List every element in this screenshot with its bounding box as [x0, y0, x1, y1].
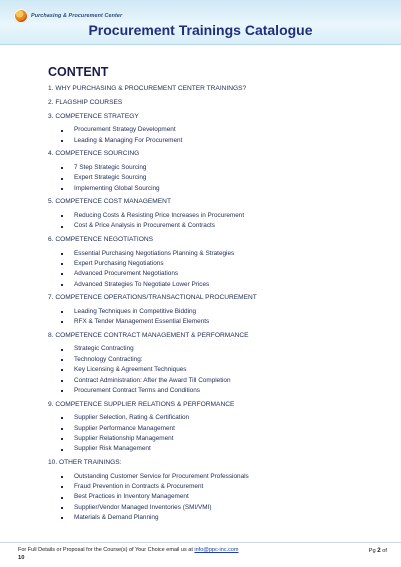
toc-subitem-list — [48, 344, 378, 396]
toc-subitem-label: Leading & Managing For Procurement — [74, 136, 183, 144]
toc-subitem — [48, 472, 378, 482]
bullet-icon — [61, 438, 63, 440]
page-header — [0, 0, 401, 45]
toc-section-title: 2. FLAGSHIP COURSES — [48, 99, 123, 107]
toc-subitem-label: Key Licensing & Agreement Techniques — [74, 366, 187, 374]
toc-subitem — [48, 184, 378, 194]
toc-subitem-label: Technology Contracting: — [74, 355, 143, 363]
toc-section — [48, 293, 378, 327]
toc-section — [48, 149, 378, 194]
toc-subitem — [48, 173, 378, 183]
page-total: 10 — [18, 555, 25, 561]
bullet-icon — [61, 140, 63, 142]
toc-subitem-label: Essential Purchasing Negotiations Planning & Strategies — [74, 249, 235, 257]
bullet-icon — [61, 253, 63, 255]
footer-text: For Full Details or Proposal for the Course(s) of Your Choice email us at — [18, 547, 195, 553]
content-heading: CONTENT — [48, 65, 109, 79]
toc-subitem-label: Expert Purchasing Negotiations — [74, 259, 164, 267]
toc-section — [48, 84, 378, 95]
document-title: Procurement Trainings Catalogue — [88, 22, 313, 38]
toc-section-title: 8. COMPETENCE CONTRACT MANAGEMENT & PERFORMANCE — [48, 331, 249, 339]
toc-subitem-label: Implementing Global Sourcing — [74, 184, 160, 192]
bullet-icon — [61, 486, 63, 488]
toc-section-title: 1. WHY PURCHASING & PROCUREMENT CENTER TRAININGS? — [48, 85, 247, 93]
toc-section-title: 5. COMPETENCE COST MANAGEMENT — [48, 198, 171, 206]
toc-subitem-label: Fraud Prevention in Contracts & Procurement — [74, 482, 204, 490]
toc-section-title: 4. COMPETENCE SOURCING — [48, 150, 140, 158]
bullet-icon — [61, 188, 63, 190]
toc-subitem — [48, 444, 378, 454]
toc-subitem — [48, 317, 378, 327]
footer-email-link[interactable]: info@ppc-inc.com — [194, 547, 239, 553]
bullet-icon — [61, 507, 63, 509]
bullet-icon — [61, 263, 63, 265]
toc-subitem-label: Reducing Costs & Resisting Price Increases in Procurement — [74, 211, 245, 219]
toc-section — [48, 112, 378, 146]
bullet-icon — [61, 359, 63, 361]
toc-subitem — [48, 344, 378, 354]
toc-subitem — [48, 503, 378, 513]
toc-subitem-list — [48, 125, 378, 146]
toc-section — [48, 400, 378, 455]
bullet-icon — [61, 449, 63, 451]
toc-subitem-label: Contract Administration: After the Award Till Completion — [74, 376, 231, 384]
bullet-icon — [61, 428, 63, 430]
bullet-icon — [61, 476, 63, 478]
toc-subitem — [48, 249, 378, 259]
bullet-icon — [61, 417, 63, 419]
toc-subitem-list — [48, 163, 378, 194]
bullet-icon — [61, 273, 63, 275]
bullet-icon — [61, 284, 63, 286]
logo-emblem-icon — [14, 9, 28, 23]
bullet-icon — [61, 497, 63, 499]
toc-subitem-label: RFX & Tender Management Essential Elements — [74, 318, 210, 326]
bullet-icon — [61, 369, 63, 371]
toc-subitem — [48, 280, 378, 290]
toc-section-title: 9. COMPETENCE SUPPLIER RELATIONS & PERFORMANCE — [48, 400, 235, 408]
toc-section — [48, 197, 378, 231]
bullet-icon — [61, 130, 63, 132]
toc-subitem — [48, 259, 378, 269]
page-number — [369, 547, 387, 554]
toc-subitem — [48, 513, 378, 523]
toc-subitem — [48, 492, 378, 502]
toc-subitem — [48, 221, 378, 231]
toc-section-title: 10. OTHER TRAININGS: — [48, 459, 122, 467]
table-of-contents — [48, 81, 378, 524]
toc-subitem — [48, 136, 378, 146]
toc-subitem — [48, 269, 378, 279]
bullet-icon — [61, 311, 63, 313]
toc-subitem-label: Materials & Demand Planning — [74, 514, 159, 522]
toc-subitem — [48, 307, 378, 317]
toc-subitem — [48, 424, 378, 434]
toc-subitem-label: Best Practices in Inventory Management — [74, 493, 189, 501]
toc-subitem-label: Strategic Contracting — [74, 345, 134, 353]
bullet-icon — [61, 215, 63, 217]
page-current: 2 — [377, 547, 381, 554]
toc-subitem — [48, 365, 378, 375]
toc-subitem-list — [48, 307, 378, 328]
toc-subitem-label: 7 Step Strategic Sourcing — [74, 163, 147, 171]
bullet-icon — [61, 226, 63, 228]
toc-section — [48, 458, 378, 523]
toc-subitem — [48, 376, 378, 386]
bullet-icon — [61, 321, 63, 323]
toc-subitem-label: Leading Techniques in Competitive Bidding — [74, 307, 197, 315]
toc-subitem-label: Supplier Performance Management — [74, 424, 175, 432]
toc-section — [48, 331, 378, 396]
page-of: of — [380, 548, 387, 554]
toc-section — [48, 98, 378, 109]
toc-subitem — [48, 163, 378, 173]
toc-subitem-label: Supplier/Vendor Managed Inventories (SMI/VMI) — [74, 503, 212, 511]
toc-subitem-label: Cost & Price Analysis in Procurement & Contracts — [74, 222, 216, 230]
toc-subitem — [48, 482, 378, 492]
toc-subitem-label: Advanced Procurement Negotiations — [74, 270, 179, 278]
toc-subitem-label: Advanced Strategies To Negotiate Lower Prices — [74, 280, 210, 288]
logo-text: Purchasing & Procurement Center — [31, 13, 123, 19]
bullet-icon — [61, 380, 63, 382]
bullet-icon — [61, 349, 63, 351]
bullet-icon — [61, 517, 63, 519]
toc-subitem-label: Procurement Contract Terms and Conditions — [74, 387, 200, 395]
toc-subitem-label: Supplier Relationship Management — [74, 434, 174, 442]
toc-subitem-label: Expert Strategic Sourcing — [74, 174, 147, 182]
bullet-icon — [61, 390, 63, 392]
toc-subitem-list — [48, 211, 378, 232]
toc-subitem — [48, 355, 378, 365]
toc-subitem — [48, 211, 378, 221]
toc-subitem — [48, 413, 378, 423]
toc-subitem — [48, 386, 378, 396]
toc-section-title: 3. COMPETENCE STRATEGY — [48, 112, 139, 120]
toc-subitem — [48, 434, 378, 444]
bullet-icon — [61, 167, 63, 169]
page-footer — [0, 542, 401, 567]
toc-subitem-label: Procurement Strategy Development — [74, 126, 176, 134]
toc-subitem-label: Outstanding Customer Service for Procurement Professionals — [74, 472, 249, 480]
toc-subitem-list — [48, 413, 378, 455]
toc-section — [48, 235, 378, 290]
page-prefix: Pg — [368, 548, 378, 554]
toc-subitem-label: Supplier Risk Management — [74, 445, 151, 453]
toc-subitem-list — [48, 249, 378, 291]
toc-subitem-label: Supplier Selection, Rating & Certification — [74, 414, 190, 422]
toc-subitem — [48, 125, 378, 135]
bullet-icon — [61, 178, 63, 180]
toc-subitem-list — [48, 472, 378, 524]
footer-note — [18, 547, 239, 553]
toc-section-title: 7. COMPETENCE OPERATIONS/TRANSACTIONAL PROCUREMENT — [48, 294, 257, 302]
toc-section-title: 6. COMPETENCE NEGOTIATIONS — [48, 236, 154, 244]
